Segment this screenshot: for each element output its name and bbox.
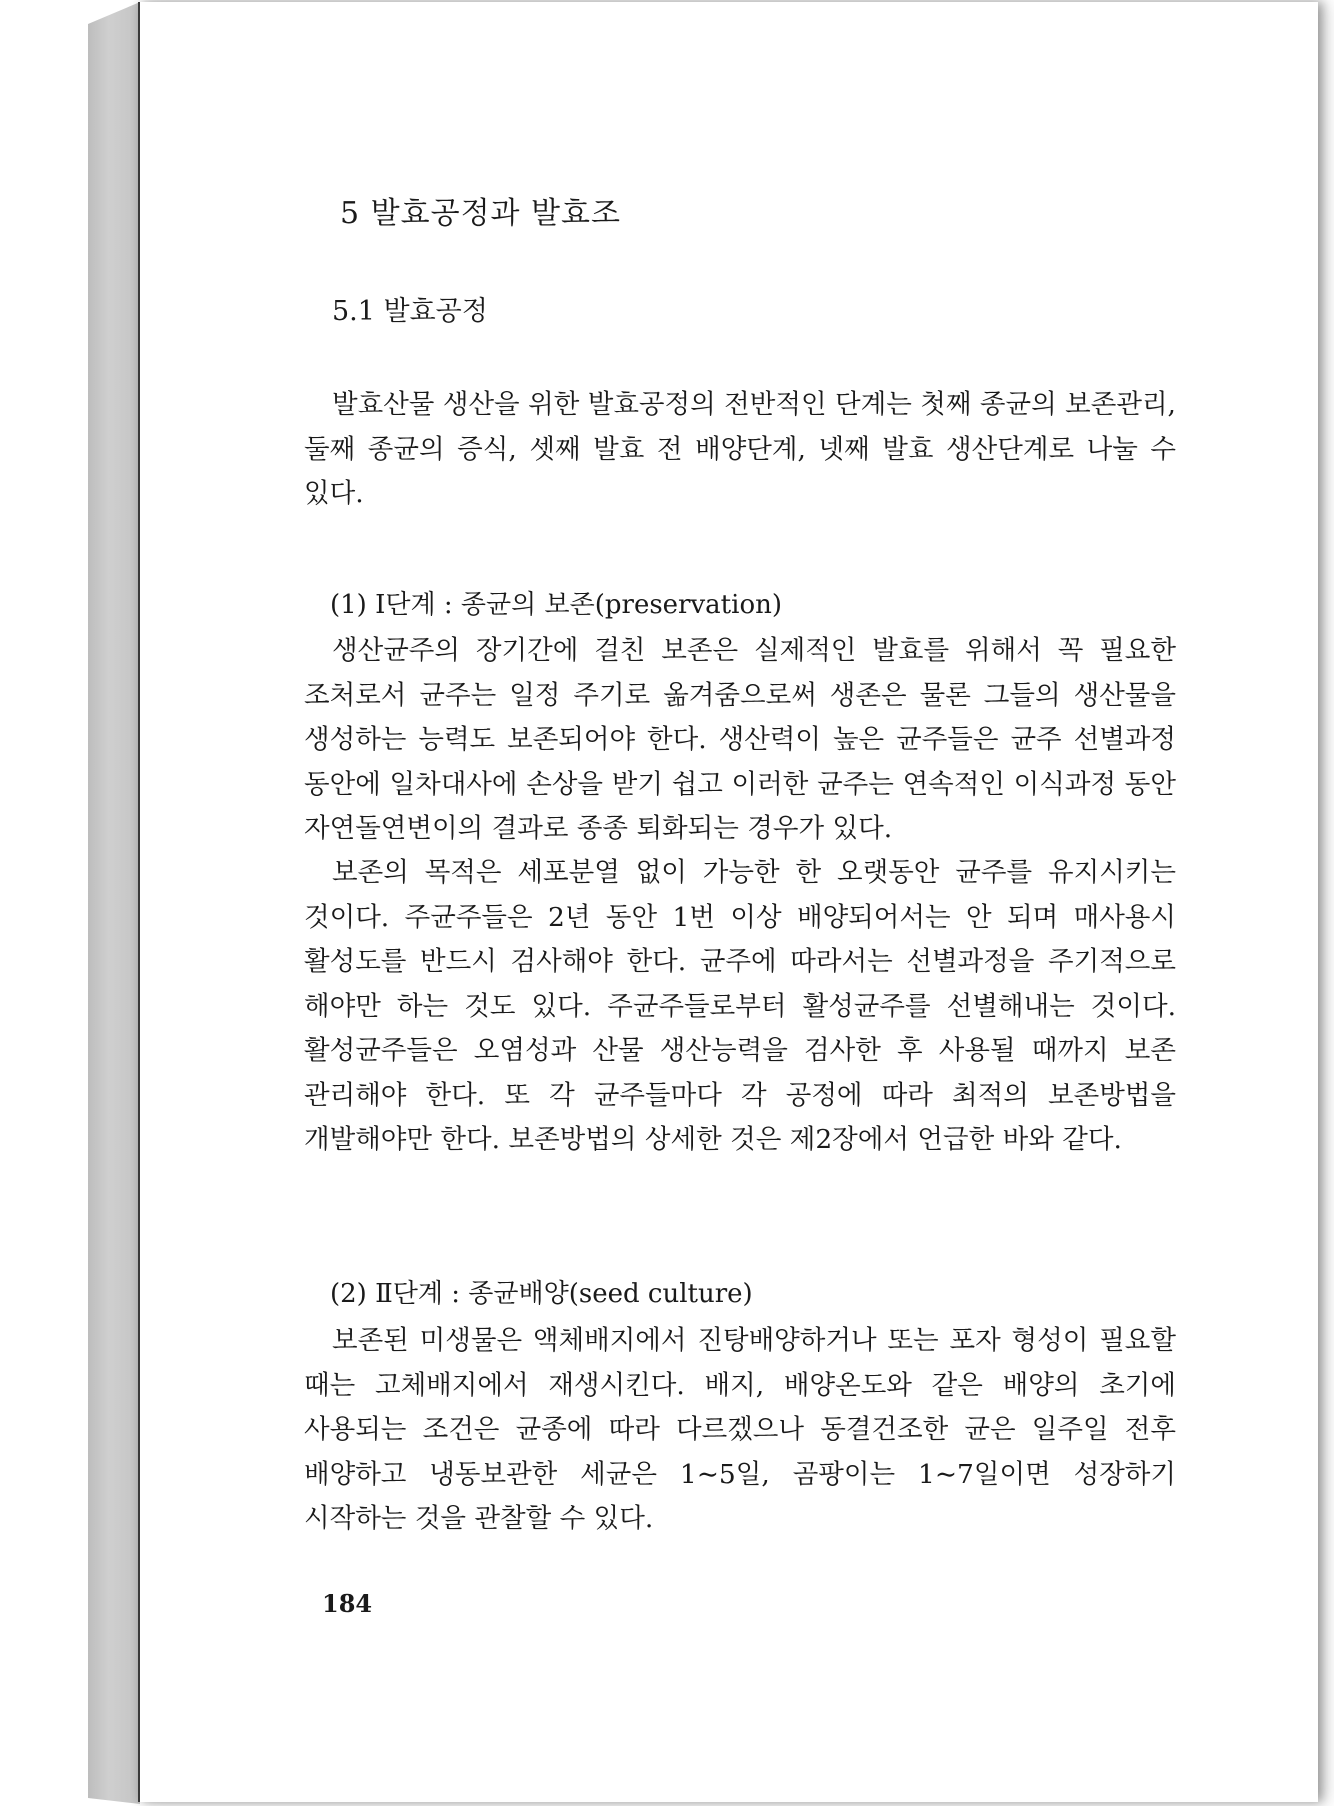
book-page	[138, 2, 1318, 1802]
section-title: 5.1 발효공정	[332, 296, 488, 327]
page-content	[140, 2, 1318, 1802]
chapter-title: 5 발효공정과 발효조	[340, 196, 621, 231]
stage1-paragraph-2: 보존의 목적은 세포분열 없이 가능한 한 오랫동안 균주를 유지시키는 것이다. 주균주들은 2년 동안 1번 이상 배양되어서는 안 되며 매사용시 활성도를 반드시 검사해야 한다. 균주에 따라서는 선별과정을 주기적으로 해야만 하는 것도 있다. 주균주들로부터 활성균주를 선별해내는 것이다. 활성균주들은 오염성과 산물 생산능력을 검사한 후 사용될 때까지 보존 관리해야 한다. 또 각 균주들마다 각 공정에 따라 최적의 보존방법을 개발해야만 한다. 보존방법의 상세한 것은 제2장에서 언급한 바와 같다.	[304, 857, 1176, 1155]
book-spine	[88, 2, 140, 1804]
stage2-paragraph-1: 보존된 미생물은 액체배지에서 진탕배양하거나 또는 포자 형성이 필요할 때는 고체배지에서 재생시킨다. 배지, 배양온도와 같은 배양의 초기에 사용되는 조건은 균종에 따라 다르겠으나 동결건조한 균은 일주일 전후 배양하고 냉동보관한 세균은 1∼5일, 곰팡이는 1∼7일이면 성장하기 시작하는 것을 관찰할 수 있다.	[304, 1325, 1176, 1534]
stage1-heading: (1) Ⅰ단계 : 종균의 보존(preservation)	[330, 590, 782, 620]
stage2-heading: (2) Ⅱ단계 : 종균배양(seed culture)	[330, 1279, 753, 1309]
intro-paragraph: 발효산물 생산을 위한 발효공정의 전반적인 단계는 첫째 종균의 보존관리, 둘째 종균의 증식, 셋째 발효 전 배양단계, 넷째 발효 생산단계로 나눌 수 있다.	[304, 389, 1176, 509]
page-number: 184	[322, 1589, 373, 1618]
stage1-paragraph-1: 생산균주의 장기간에 걸친 보존은 실제적인 발효를 위해서 꼭 필요한 조처로서 균주는 일정 주기로 옮겨줌으로써 생존은 물론 그들의 생산물을 생성하는 능력도 보존되어야 한다. 생산력이 높은 균주들은 균주 선별과정 동안에 일차대사에 손상을 받기 쉽고 이러한 균주는 연속적인 이식과정 동안 자연돌연변이의 결과로 종종 퇴화되는 경우가 있다.	[304, 635, 1176, 844]
